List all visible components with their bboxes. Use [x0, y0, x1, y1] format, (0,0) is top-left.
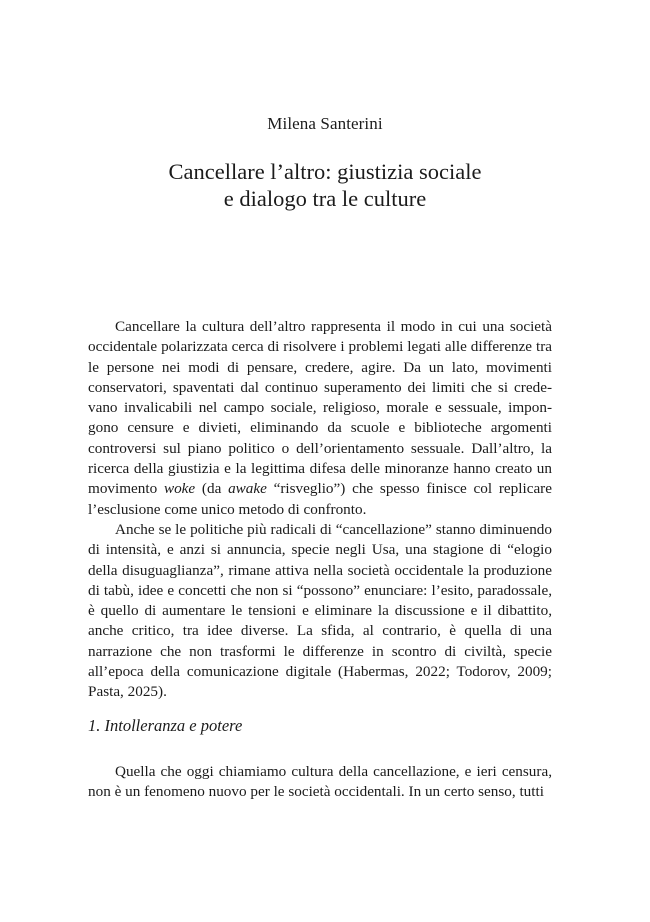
chapter-title-line-2: e dialogo tra le culture	[223, 186, 427, 211]
paragraph: Anche se le politiche più radicali di “cancellazione” stanno diminuendo di intensità, e anzi si annuncia, specie negli Usa, una stagione di “elogio della disuguaglianza”, rimane attiva nella società occidentale la produzione di tabù, idee e concetti che non si “possono” enunciare: l’esito, paradossale, è quello di aumentare le tensioni e eliminare la discussione e il dibattito, anche critico, tra idee diverse. La sfida, al contrario, è quella di una narrazione che non trasformi le differenze in scontro di civiltà, specie all’epoca della comunicazione digitale (Habermas, 2022; Todorov, 2009; Pasta, 2025).	[88, 520, 552, 701]
paragraph-text: (da	[195, 480, 229, 498]
author-name: Milena Santerini	[267, 114, 383, 133]
paragraph-text: Cancellare la cultura dell’altro rappresenta il modo in cui una società occidentale polarizzata cerca di risolvere i problemi legati alle differenze tra le persone nei modi di pensare, credere, agire. Da un lato, movimenti conservatori, spaventati dal continuo superamento dei limiti che si credevano invalicabili nel campo sociale, religioso, morale e sessuale, impongono censure e divieti, eliminando da scuole e biblioteche argomenti controversi sul piano politico o dell’orientamento sessuale. Dall’altro, la ricerca della giustizia e la legittima difesa delle minoranze hanno creato un movimento	[88, 318, 552, 498]
section-text	[88, 762, 552, 803]
paragraph-text: “risveglio”) che spesso finisce col replicare l’esclusione come unico metodo di confronto.	[88, 480, 552, 518]
term-awake: awake	[228, 480, 267, 498]
chapter-title-line-1: Cancellare l’altro: giustizia sociale	[168, 159, 482, 184]
section-heading: 1. Intolleranza e potere	[88, 716, 243, 735]
paragraph: Quella che oggi chiamiamo cultura della cancellazione, e ieri censura, non è un fenomeno nuovo per le società occidentali. In un certo senso, tutti	[88, 763, 552, 801]
chapter-title	[0, 158, 650, 212]
paragraph	[88, 317, 552, 520]
intro-text	[88, 317, 552, 703]
term-woke: woke	[163, 480, 196, 498]
